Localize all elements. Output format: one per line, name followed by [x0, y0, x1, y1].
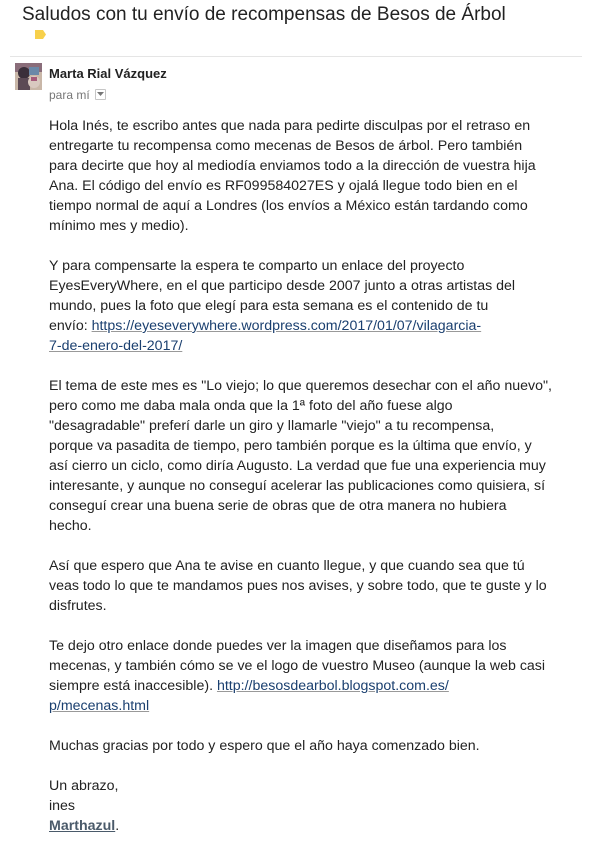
email-subject: Saludos con tu envío de recompensas de Besos de Árbol — [22, 4, 506, 25]
email-body — [49, 116, 589, 836]
body-text: siempre está inaccesible). — [49, 678, 217, 694]
body-line — [49, 676, 589, 696]
body-line: pero como me daba mala onda que la 1ª foto del año fuese algo — [49, 398, 453, 414]
body-line: porque va pasadita de tiempo, pero también porque es la última que envío, y — [49, 438, 532, 454]
chevron-down-icon — [97, 92, 104, 97]
recipient-text: para mí — [49, 88, 90, 102]
body-line: Y para compensarte la espera te comparto un enlace del proyecto — [49, 258, 465, 274]
body-line — [49, 316, 589, 336]
body-line: entregarte tu recompensa como mecenas de Besos de árbol. Pero también — [49, 138, 523, 154]
body-text: envío: — [49, 318, 92, 334]
body-line: Muchas gracias por todo y espero que el año haya comenzado bien. — [49, 738, 480, 754]
body-line: conseguí crear una buena serie de obras que de otra manera no hubiera — [49, 498, 507, 514]
body-line — [49, 336, 589, 356]
body-line: mínimo mes y medio). — [49, 218, 189, 234]
eyeseverywhere-link[interactable]: https://eyeseverywhere.wordpress.com/2017/01/07/vilagarcia- — [91, 318, 482, 334]
label-tag-icon[interactable] — [35, 30, 46, 39]
signature-line — [49, 816, 589, 836]
body-line: El tema de este mes es "Lo viejo; lo que queremos desechar con el año nuevo", — [49, 378, 552, 394]
body-line: mecenas, y también cómo se ve el logo de vuestro Museo (aunque la web casi — [49, 658, 546, 674]
closing-line: Un abrazo, — [49, 778, 119, 794]
body-line: Te dejo otro enlace donde puedes ver la imagen que diseñamos para los — [49, 638, 507, 654]
body-line: mundo, pues la foto que elegí para esta semana es el contenido de tu — [49, 298, 489, 314]
signature-link[interactable]: Marthazul — [49, 818, 116, 834]
body-line: tiempo normal de aquí a Londres (los envíos a México están tardando como — [49, 198, 528, 214]
body-line: EyesEveryWhere, en el que participo desde 2007 junto a otras artistas del — [49, 278, 516, 294]
body-line: disfrutes. — [49, 598, 107, 614]
recipient-details-dropdown[interactable] — [95, 89, 106, 100]
body-line: veas todo lo que te mandamos pues nos avises, y sobre todo, que te guste y lo — [49, 578, 547, 594]
closing-name: ines — [49, 798, 76, 814]
body-line: interesante, y aunque no conseguí acelerar las publicaciones como quisiera, sí — [49, 478, 546, 494]
eyeseverywhere-link-cont[interactable]: 7-de-enero-del-2017/ — [49, 338, 183, 354]
body-line: Ana. El código del envío es RF099584027ES y ojalá llegue todo bien en el — [49, 178, 518, 194]
body-line: "desagradable" preferí darle un giro y llamarle "viejo" a tu recompensa, — [49, 418, 495, 434]
besosdearbol-link-cont[interactable]: p/mecenas.html — [49, 698, 150, 714]
avatar[interactable] — [15, 63, 42, 90]
header-divider — [10, 56, 582, 57]
body-line: hecho. — [49, 518, 92, 534]
sender-name[interactable]: Marta Rial Vázquez — [49, 66, 167, 81]
body-line — [49, 696, 589, 716]
recipient-line — [49, 88, 106, 102]
besosdearbol-link[interactable]: http://besosdearbol.blogspot.com.es/ — [216, 678, 449, 694]
body-line: así cierro un ciclo, como diría Augusto. La verdad que fue una experiencia muy — [49, 458, 546, 474]
body-line: Así que espero que Ana te avise en cuanto llegue, y que cuando sea que tú — [49, 558, 525, 574]
body-line: Hola Inés, te escribo antes que nada para pedirte disculpas por el retraso en — [49, 118, 531, 134]
signature-period: . — [115, 818, 120, 834]
body-line: para decirte que hoy al mediodía enviamos todo a la dirección de vuestra hija — [49, 158, 536, 174]
